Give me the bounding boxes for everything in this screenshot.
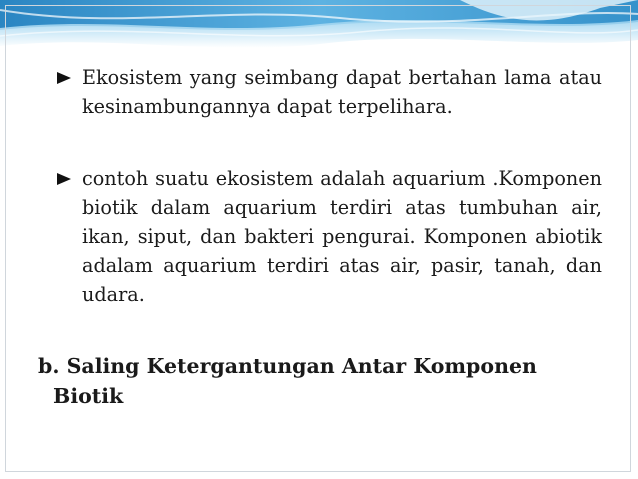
bullet-item-2 — [62, 164, 602, 309]
bullet-text-2: contoh suatu ekosistem adalah aquarium .Komponen biotik dalam aquarium terdiri atas tumbuhan air, ikan, siput, dan bakteri pengurai. Komponen abiotik adalam aquarium terdiri atas air, pasir, tanah, dan udara. — [82, 167, 602, 306]
section-heading: b. Saling Ketergantungan Antar Komponen Biotik — [38, 354, 537, 408]
bullet-item-1 — [62, 63, 602, 121]
bullet-text-1: Ekosistem yang seimbang dapat bertahan lama atau kesinambungannya dapat terpelihara. — [82, 66, 602, 118]
triangle-bullet-icon — [57, 173, 71, 185]
triangle-bullet-icon — [57, 72, 71, 84]
